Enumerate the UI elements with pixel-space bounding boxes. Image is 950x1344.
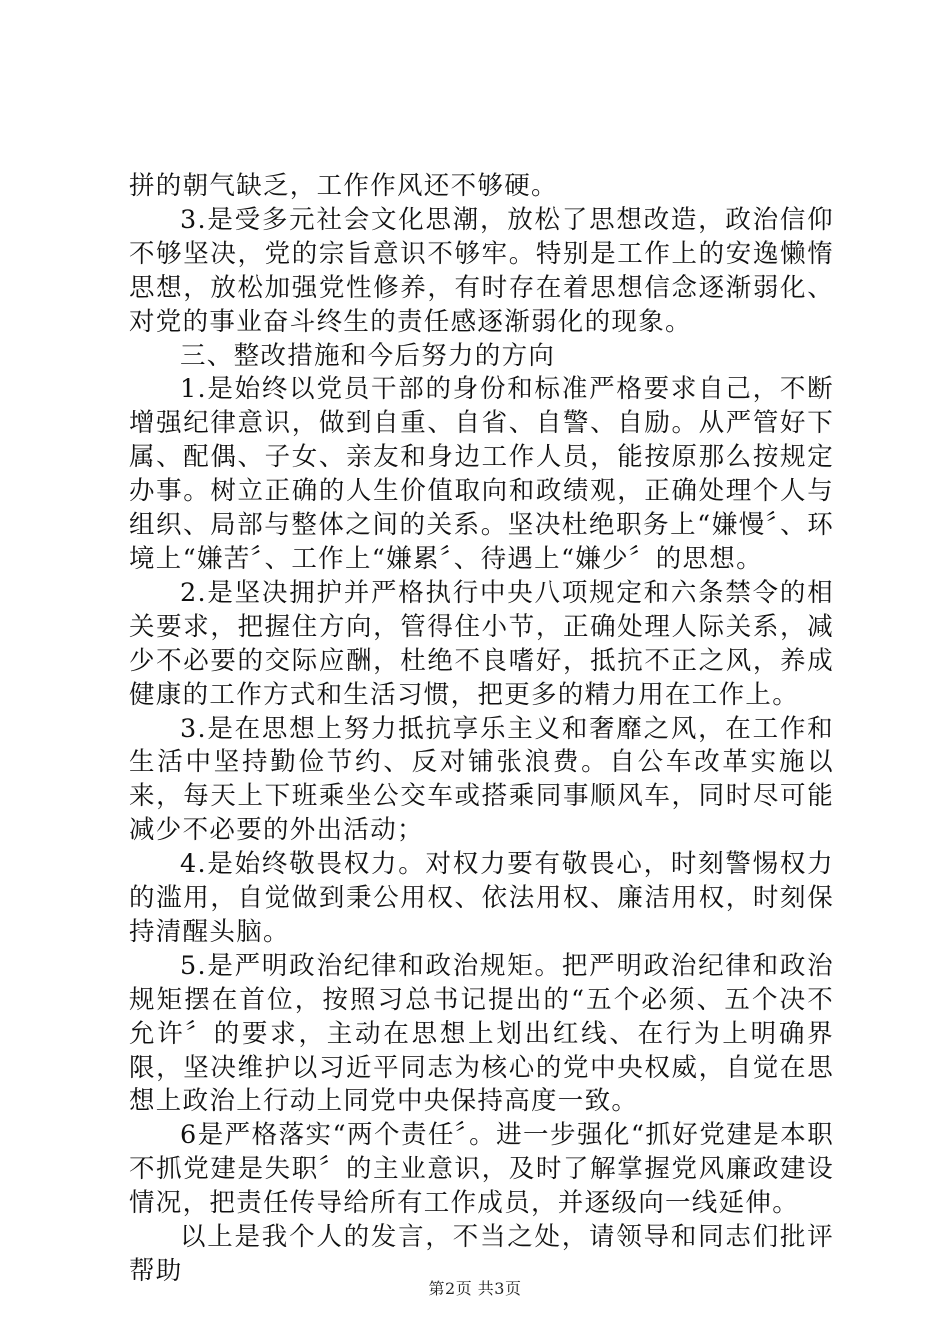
paragraph-item-3-cause: 3.是受多元社会文化思潮，放松了思想改造，政治信仰不够坚决，党的宗旨意识不够牢。特别是工作上的安逸懒惰思想，放松加强党性修养，有时存在着思想信念逐渐弱化、对党的事业奋斗终生的责任感逐渐弱化的现象。 <box>129 204 834 337</box>
paragraph-closing: 以上是我个人的发言，不当之处，请领导和同志们批评帮助 <box>129 1222 834 1286</box>
document-body <box>129 170 834 1289</box>
section-heading-rectification: 三、整改措施和今后努力的方向 <box>180 340 556 371</box>
paragraph-measure-4: 4.是始终敬畏权力。对权力要有敬畏心，时刻警惕权力的滥用，自觉做到秉公用权、依法用权、廉洁用权，时刻保持清醒头脑。 <box>129 849 834 947</box>
paragraph-measure-3: 3.是在思想上努力抵抗享乐主义和奢靡之风，在工作和生活中坚持勤俭节约、反对铺张浪费。自公车改革实施以来，每天上下班乘坐公交车或搭乘同事顺风车，同时尽可能减少不必要的外出活动； <box>129 713 834 846</box>
page-number-footer: 第2页 共3页 <box>428 1279 522 1298</box>
paragraph-measure-5: 5.是严明政治纪律和政治规矩。把严明政治纪律和政治规矩摆在首位，按照习总书记提出的“五个必须、五个决不允许〞的要求，主动在思想上划出红线、在行为上明确界限，坚决维护以习近平同志为核心的党中央权威，自觉在思想上政治上行动上同党中央保持高度一致。 <box>129 950 834 1117</box>
paragraph-measure-6: 6是严格落实“两个责任〞。进一步强化“抓好党建是本职不抓党建是失职〞的主业意识，及时了解掌握党风廉政建设情况，把责任传导给所有工作成员，并逐级向一线延伸。 <box>129 1120 834 1219</box>
paragraph-continuation: 拼的朝气缺乏，工作作风还不够硬。 <box>129 171 558 201</box>
paragraph-measure-1: 1.是始终以党员干部的身份和标准严格要求自己，不断增强纪律意识，做到自重、自省、自警、自励。从严管好下属、配偶、子女、亲友和身边工作人员，能按原那么按规定办事。树立正确的人生价值取向和政绩观，正确处理个人与组织、局部与整体之间的关系。坚决杜绝职务上“嫌慢〞、环境上“嫌苦〞、工作上“嫌累〞、待遇上“嫌少〞的思想。 <box>129 374 834 574</box>
paragraph-measure-2: 2.是坚决拥护并严格执行中央八项规定和六条禁令的相关要求，把握住方向，管得住小节，正确处理人际关系，减少不必要的交际应酬，杜绝不良嗜好，抵抗不正之风，养成健康的工作方式和生活习惯，把更多的精力用在工作上。 <box>129 577 834 710</box>
